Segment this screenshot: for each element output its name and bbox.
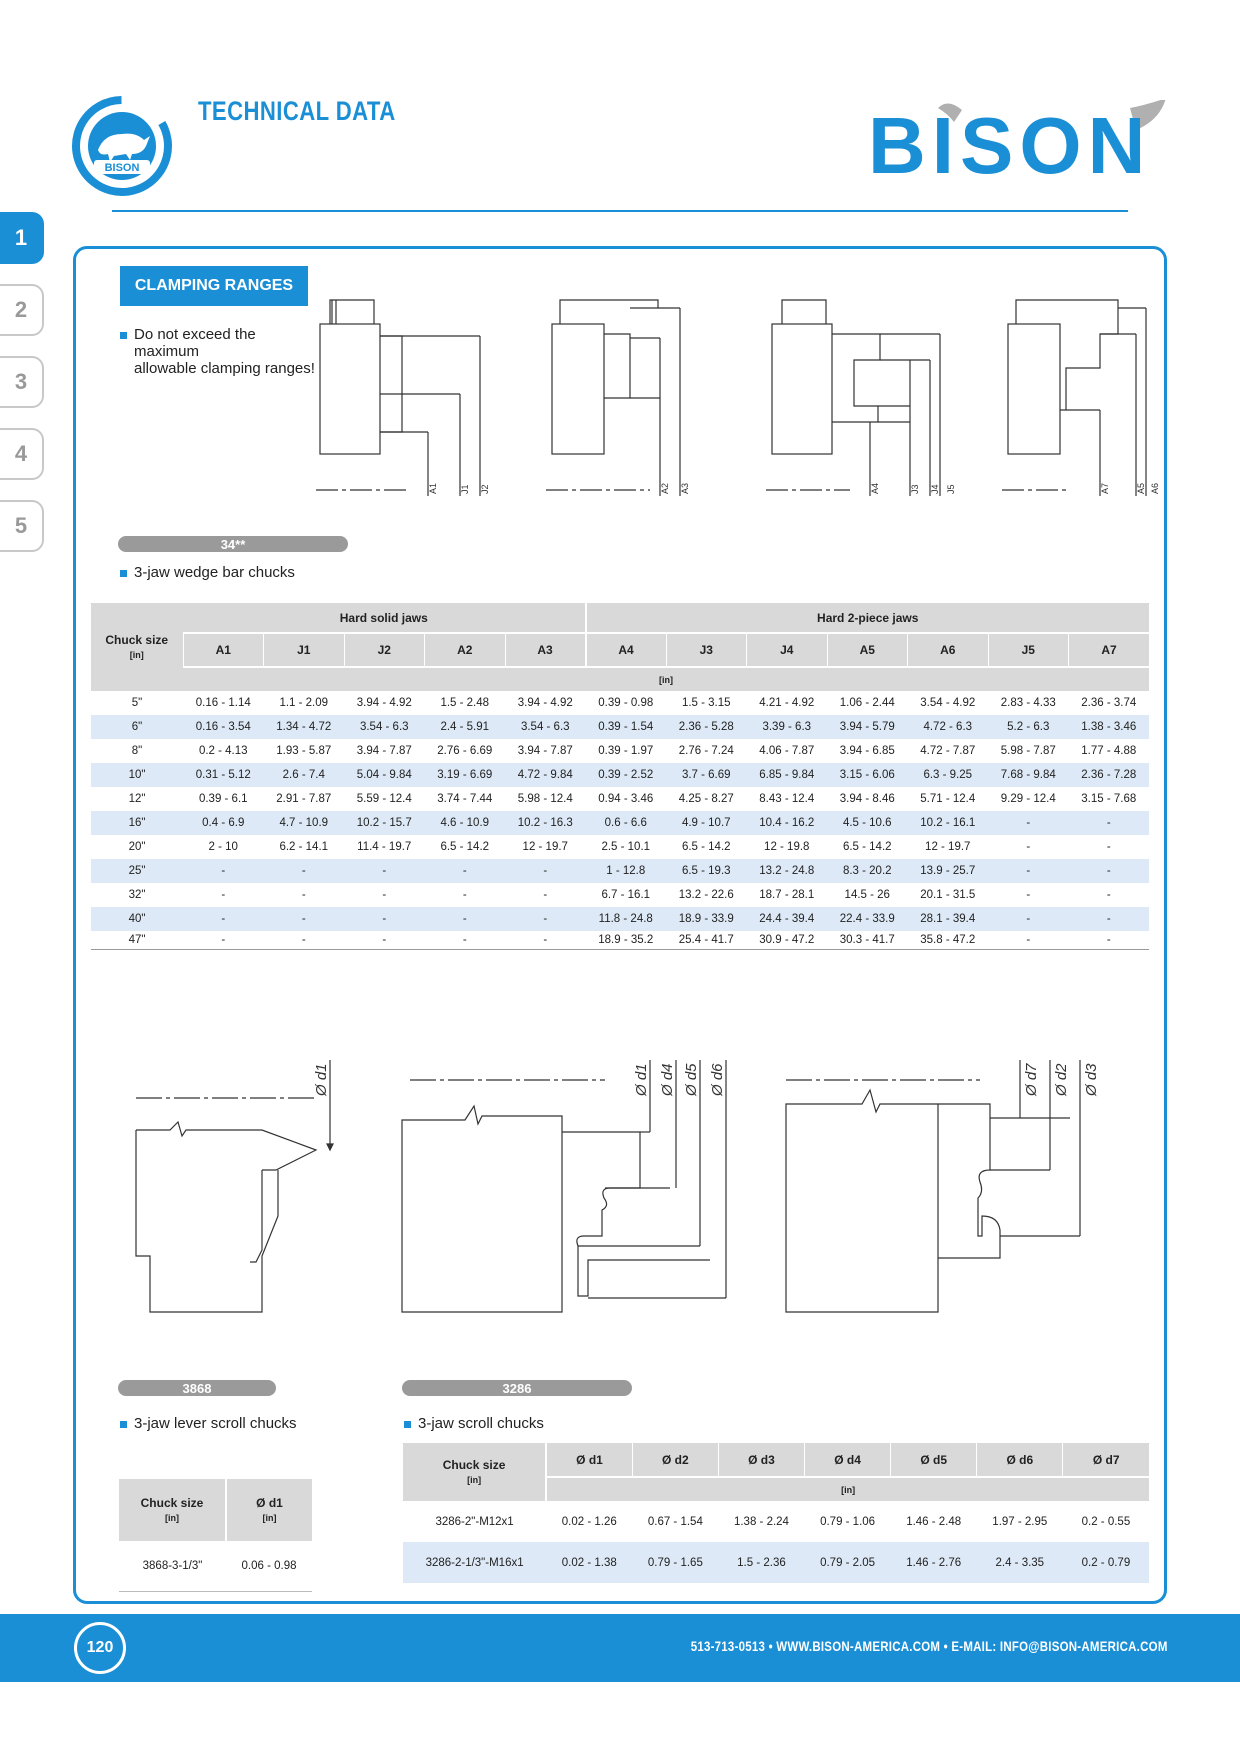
tab-3[interactable]: 3 <box>0 356 44 408</box>
label-A6: A6 <box>1150 482 1160 494</box>
range-cell: 1.38 - 2.24 <box>733 1515 789 1528</box>
scroll-col-header: Ø d6 <box>977 1443 1063 1477</box>
range-cell: 3.39 - 6.3 <box>747 715 828 739</box>
series-pill-3286: 3286 <box>402 1380 632 1396</box>
chuck-size-cell: 25" <box>91 859 183 883</box>
group-hard-2-piece-jaws: Hard 2-piece jaws <box>586 603 1150 633</box>
range-cell: 0.79 - 2.05 <box>805 1542 891 1583</box>
range-cell: - <box>462 889 467 901</box>
scroll-table <box>403 1443 1149 1583</box>
range-cell: - <box>505 907 586 931</box>
tab-5[interactable]: 5 <box>0 500 44 552</box>
range-cell: - <box>382 889 387 901</box>
range-cell: 6.5 - 14.2 <box>440 841 490 853</box>
range-cell: - <box>301 889 306 901</box>
scroll-chuck-diagrams <box>110 1040 1160 1320</box>
chuck-size-cell: 40" <box>91 907 183 931</box>
tab-4[interactable]: 4 <box>0 428 44 480</box>
label-d6: Ø d6 <box>709 1063 726 1096</box>
table-row <box>91 907 1149 931</box>
range-cell: 12 - 19.8 <box>764 841 810 853</box>
range-cell: 1.38 - 3.46 <box>1069 715 1150 739</box>
range-cell: 13.9 - 25.7 <box>908 859 989 883</box>
range-cell: 3.94 - 7.87 <box>517 745 573 757</box>
range-cell: - <box>221 889 226 901</box>
range-cell: 3.94 - 4.92 <box>517 697 573 709</box>
label-A7: A7 <box>1100 482 1110 494</box>
range-cell: 2.36 - 7.28 <box>1069 763 1150 787</box>
range-cell: 3.94 - 4.92 <box>356 697 412 709</box>
label-A3: A3 <box>680 482 690 494</box>
header-divider <box>112 210 1128 212</box>
table-row <box>119 1541 312 1591</box>
lever-cell: 3868-3-1/3" <box>142 1559 203 1572</box>
chuck-size-cell: 5" <box>131 697 143 709</box>
range-cell: 0.31 - 5.12 <box>183 763 264 787</box>
range-cell: 9.29 - 12.4 <box>1000 793 1056 805</box>
range-cell: 1.34 - 4.72 <box>264 715 345 739</box>
range-cell: 25.4 - 41.7 <box>678 933 734 946</box>
range-cell: 3.94 - 7.87 <box>356 745 412 757</box>
chuck-size-cell: 3286-2-1/3"-M16x1 <box>403 1542 546 1583</box>
range-cell: 6.7 - 16.1 <box>601 889 651 901</box>
range-cell: 30.9 - 47.2 <box>759 933 815 946</box>
tab-1[interactable]: 1 <box>0 212 44 264</box>
range-cell: 5.2 - 6.3 <box>988 715 1069 739</box>
range-cell: - <box>183 859 264 883</box>
label-d4: Ø d4 <box>659 1063 676 1096</box>
wedge-subtitle-text: 3-jaw wedge bar chucks <box>134 564 295 581</box>
col-header-a5: A5 <box>827 633 908 667</box>
range-cell: 18.9 - 35.2 <box>598 933 654 946</box>
range-cell: 1.1 - 2.09 <box>279 697 329 709</box>
scroll-col-header: Ø d2 <box>632 1443 718 1477</box>
range-cell: 3.15 - 6.06 <box>827 763 908 787</box>
table-row <box>91 715 1149 739</box>
range-cell: - <box>543 889 548 901</box>
col-header-j2: J2 <box>344 633 425 667</box>
range-cell: 2.36 - 3.74 <box>1081 697 1137 709</box>
range-cell: 1.93 - 5.87 <box>276 745 332 757</box>
range-cell: 0.39 - 2.52 <box>586 763 667 787</box>
range-cell: 2 - 10 <box>208 841 238 853</box>
lever-table <box>119 1479 312 1592</box>
table-row <box>91 883 1149 907</box>
range-cell: - <box>264 859 345 883</box>
range-cell: 2.5 - 10.1 <box>601 841 651 853</box>
range-cell: 2.91 - 7.87 <box>276 793 332 805</box>
range-cell: 4.06 - 7.87 <box>759 745 815 757</box>
table-row <box>91 931 1149 949</box>
page-title: TECHNICAL DATA <box>198 96 396 126</box>
range-cell: 22.4 - 33.9 <box>827 907 908 931</box>
chuck-size-cell: 10" <box>91 763 183 787</box>
range-cell: 10.4 - 16.2 <box>747 811 828 835</box>
range-cell: 3.54 - 6.3 <box>344 715 425 739</box>
range-cell: 4.9 - 10.7 <box>666 811 747 835</box>
range-cell: 0.39 - 1.54 <box>586 715 667 739</box>
chuck-size-header: Chuck size [in] <box>91 603 183 691</box>
wedge-subtitle <box>120 564 295 581</box>
range-cell: 2.83 - 4.33 <box>1000 697 1056 709</box>
range-cell: - <box>425 859 506 883</box>
label-J2: J2 <box>480 484 490 494</box>
range-cell: 13.2 - 24.8 <box>747 859 828 883</box>
note-line-1: Do not exceed the maximum <box>134 326 256 360</box>
range-cell: 6.5 - 19.3 <box>666 859 747 883</box>
series-pill-34: 34** <box>118 536 348 552</box>
range-cell: 4.7 - 10.9 <box>264 811 345 835</box>
label-J3: J3 <box>910 484 920 494</box>
col-header-a6: A6 <box>908 633 989 667</box>
range-cell: 0.16 - 3.54 <box>183 715 264 739</box>
scroll-col-header: Ø d4 <box>805 1443 891 1477</box>
range-cell: - <box>1069 811 1150 835</box>
series-pill-3868: 3868 <box>118 1380 276 1396</box>
range-cell: 4.6 - 10.9 <box>425 811 506 835</box>
range-cell: 4.25 - 8.27 <box>678 793 734 805</box>
lever-subtitle-text: 3-jaw lever scroll chucks <box>134 1415 297 1432</box>
scroll-subtitle-text: 3-jaw scroll chucks <box>418 1415 544 1432</box>
clamping-diagrams <box>310 294 1160 504</box>
range-cell: 0.02 - 1.38 <box>546 1542 632 1583</box>
table-row <box>403 1501 1149 1542</box>
range-cell: 5.98 - 7.87 <box>1000 745 1056 757</box>
range-cell: - <box>344 907 425 931</box>
range-cell: 1.5 - 3.15 <box>681 697 731 709</box>
lever-cell: 0.06 - 0.98 <box>241 1559 297 1572</box>
chuck-size-cell: 32" <box>128 889 146 901</box>
range-cell: 4.72 - 9.84 <box>505 763 586 787</box>
range-cell: - <box>1026 841 1031 853</box>
range-cell: 2.76 - 7.24 <box>678 745 734 757</box>
range-cell: 11.4 - 19.7 <box>357 841 412 853</box>
table-row <box>91 763 1149 787</box>
range-cell: 3.94 - 5.79 <box>827 715 908 739</box>
col-header-j3: J3 <box>666 633 747 667</box>
range-cell: 2.4 - 3.35 <box>977 1542 1063 1583</box>
clamping-ranges-heading: CLAMPING RANGES <box>120 266 308 306</box>
col-header-j1: J1 <box>264 633 345 667</box>
range-cell: 3.94 - 8.46 <box>839 793 895 805</box>
range-cell: - <box>425 907 506 931</box>
chuck-size-cell: 8" <box>131 745 143 757</box>
col-header-a4: A4 <box>586 633 667 667</box>
range-cell: 1 - 12.8 <box>586 859 667 883</box>
range-cell: 14.5 - 26 <box>844 889 890 901</box>
range-cell: - <box>988 811 1069 835</box>
range-cell: - <box>221 933 226 946</box>
range-cell: 8.43 - 12.4 <box>759 793 815 805</box>
range-cell: - <box>543 933 548 946</box>
range-cell: 28.1 - 39.4 <box>908 907 989 931</box>
range-cell: 30.3 - 41.7 <box>839 933 895 946</box>
label-A1: A1 <box>428 482 438 494</box>
label-J5: J5 <box>946 484 956 494</box>
range-cell: 12 - 19.7 <box>522 841 568 853</box>
range-cell: 6.5 - 14.2 <box>681 841 731 853</box>
range-cell: - <box>988 907 1069 931</box>
scroll-col-header: Ø d1 <box>546 1443 632 1477</box>
lever-subtitle <box>120 1415 297 1432</box>
footer-contact: 513-713-0513 • WWW.BISON-AMERICA.COM • E-MAIL: INFO@BISON-AMERICA.COM <box>691 1638 1168 1654</box>
range-cell: 3.74 - 7.44 <box>437 793 493 805</box>
range-cell: 7.68 - 9.84 <box>988 763 1069 787</box>
col-header-a2: A2 <box>425 633 506 667</box>
range-cell: 10.2 - 15.7 <box>344 811 425 835</box>
bullet-square <box>120 1421 127 1428</box>
range-cell: 1.5 - 2.48 <box>440 697 490 709</box>
table-row <box>91 859 1149 883</box>
label-d5: Ø d5 <box>683 1063 700 1096</box>
range-cell: 2.6 - 7.4 <box>264 763 345 787</box>
label-A4: A4 <box>870 482 880 494</box>
range-cell: - <box>1106 933 1111 946</box>
range-cell: - <box>1026 933 1031 946</box>
group-hard-solid-jaws: Hard solid jaws <box>183 603 586 633</box>
range-cell: 3.19 - 6.69 <box>425 763 506 787</box>
range-cell: 20.1 - 31.5 <box>920 889 976 901</box>
range-cell: 0.39 - 0.98 <box>598 697 654 709</box>
scroll-col-header: Ø d3 <box>718 1443 804 1477</box>
label-d7: Ø d7 <box>1023 1063 1040 1096</box>
badge-text: BISON <box>104 162 140 174</box>
chuck-size-cell: 16" <box>91 811 183 835</box>
range-cell: 10.2 - 16.3 <box>505 811 586 835</box>
range-cell: 0.16 - 1.14 <box>195 697 251 709</box>
range-cell: - <box>462 933 467 946</box>
range-cell: - <box>1026 889 1031 901</box>
range-cell: 3.54 - 6.3 <box>505 715 586 739</box>
table-row <box>91 739 1149 763</box>
range-cell: 13.2 - 22.6 <box>678 889 734 901</box>
range-cell: 6.3 - 9.25 <box>908 763 989 787</box>
range-cell: 2.4 - 5.91 <box>425 715 506 739</box>
table-row <box>91 811 1149 835</box>
range-cell: 1.06 - 2.44 <box>839 697 895 709</box>
range-cell: - <box>382 933 387 946</box>
table-row <box>403 1542 1149 1583</box>
range-cell: - <box>1106 889 1111 901</box>
range-cell: 11.8 - 24.8 <box>586 907 667 931</box>
tab-2[interactable]: 2 <box>0 284 44 336</box>
range-cell: - <box>1069 907 1150 931</box>
bullet-square <box>120 332 127 339</box>
note-line-2: allowable clamping ranges! <box>134 360 315 377</box>
label-J1: J1 <box>460 484 470 494</box>
range-cell: 1.97 - 2.95 <box>992 1515 1048 1528</box>
brand-wordmark: BISON <box>868 101 1152 190</box>
lever-d1-header: Ø d1 [in] <box>226 1479 312 1541</box>
range-cell: 1.77 - 4.88 <box>1081 745 1137 757</box>
bison-brand-logo <box>868 100 1168 190</box>
wedge-table <box>91 603 1149 950</box>
chuck-size-cell: 12" <box>128 793 146 805</box>
bison-badge-logo <box>70 94 174 198</box>
unit-row: [in] <box>183 667 1149 691</box>
range-cell: 1.46 - 2.48 <box>906 1515 962 1528</box>
scroll-col-header: Ø d7 <box>1063 1443 1149 1477</box>
range-cell: 24.4 - 39.4 <box>747 907 828 931</box>
range-cell: 3.94 - 6.85 <box>839 745 895 757</box>
bullet-square <box>120 570 127 577</box>
col-header-a1: A1 <box>183 633 264 667</box>
range-cell: 18.7 - 28.1 <box>759 889 815 901</box>
range-cell: 0.2 - 4.13 <box>198 745 248 757</box>
scroll-col-header: Ø d5 <box>891 1443 977 1477</box>
range-cell: 0.02 - 1.26 <box>561 1515 617 1528</box>
range-cell: 0.39 - 1.97 <box>598 745 654 757</box>
range-cell: 18.9 - 33.9 <box>666 907 747 931</box>
range-cell: 0.4 - 6.9 <box>183 811 264 835</box>
chuck-size-cell: 20" <box>128 841 146 853</box>
range-cell: 0.39 - 6.1 <box>198 793 248 805</box>
scroll-subtitle <box>404 1415 544 1432</box>
label-J4: J4 <box>930 484 940 494</box>
range-cell: 6.2 - 14.1 <box>279 841 329 853</box>
range-cell: 12 - 19.7 <box>925 841 971 853</box>
label-A5: A5 <box>1136 482 1146 494</box>
range-cell: 4.72 - 7.87 <box>920 745 976 757</box>
range-cell: 8.3 - 20.2 <box>827 859 908 883</box>
range-cell: - <box>1069 859 1150 883</box>
page-number: 120 <box>74 1622 126 1674</box>
clamping-note <box>120 326 320 377</box>
chuck-size-cell: 47" <box>128 933 146 946</box>
col-header-j4: J4 <box>747 633 828 667</box>
chuck-size-cell: 3286-2"-M12x1 <box>435 1515 514 1528</box>
range-cell: - <box>183 907 264 931</box>
range-cell: 0.6 - 6.6 <box>586 811 667 835</box>
table-row <box>91 787 1149 811</box>
col-header-a7: A7 <box>1069 633 1150 667</box>
range-cell: 0.79 - 1.06 <box>820 1515 876 1528</box>
range-cell: 2.36 - 5.28 <box>666 715 747 739</box>
range-cell: 0.94 - 3.46 <box>598 793 654 805</box>
range-cell: 1.5 - 2.36 <box>718 1542 804 1583</box>
label-d2: Ø d2 <box>1053 1063 1070 1096</box>
range-cell: 2.76 - 6.69 <box>437 745 493 757</box>
range-cell: 4.5 - 10.6 <box>827 811 908 835</box>
range-cell: 1.46 - 2.76 <box>891 1542 977 1583</box>
table-row <box>91 835 1149 859</box>
range-cell: 5.98 - 12.4 <box>517 793 573 805</box>
label-d3: Ø d3 <box>1083 1063 1100 1096</box>
scroll-chuck-size-header: Chuck size [in] <box>403 1443 546 1501</box>
label-A2: A2 <box>660 482 670 494</box>
bullet-square <box>404 1421 411 1428</box>
scroll-unit-row: [in] <box>546 1477 1149 1501</box>
range-cell: 3.15 - 7.68 <box>1081 793 1137 805</box>
table-row <box>91 691 1149 715</box>
col-header-j5: J5 <box>988 633 1069 667</box>
range-cell: 6.85 - 9.84 <box>747 763 828 787</box>
lever-chuck-size-header: Chuck size [in] <box>119 1479 226 1541</box>
range-cell: 5.71 - 12.4 <box>920 793 976 805</box>
label-d1-a: Ø d1 <box>313 1063 330 1096</box>
range-cell: - <box>301 933 306 946</box>
col-header-a3: A3 <box>505 633 586 667</box>
range-cell: 10.2 - 16.1 <box>908 811 989 835</box>
range-cell: 5.59 - 12.4 <box>356 793 412 805</box>
range-cell: 3.54 - 4.92 <box>920 697 976 709</box>
range-cell: 35.8 - 47.2 <box>920 933 976 946</box>
chuck-size-cell: 6" <box>91 715 183 739</box>
range-cell: - <box>344 859 425 883</box>
range-cell: 3.7 - 6.69 <box>666 763 747 787</box>
range-cell: 4.72 - 6.3 <box>908 715 989 739</box>
range-cell: - <box>988 859 1069 883</box>
range-cell: 0.2 - 0.55 <box>1081 1515 1131 1528</box>
range-cell: 5.04 - 9.84 <box>344 763 425 787</box>
label-d1-b: Ø d1 <box>633 1063 650 1096</box>
range-cell: 4.21 - 4.92 <box>759 697 815 709</box>
range-cell: - <box>505 859 586 883</box>
range-cell: - <box>264 907 345 931</box>
range-cell: 6.5 - 14.2 <box>842 841 892 853</box>
range-cell: 0.2 - 0.79 <box>1063 1542 1149 1583</box>
range-cell: - <box>1106 841 1111 853</box>
range-cell: 0.67 - 1.54 <box>647 1515 703 1528</box>
range-cell: 0.79 - 1.65 <box>632 1542 718 1583</box>
